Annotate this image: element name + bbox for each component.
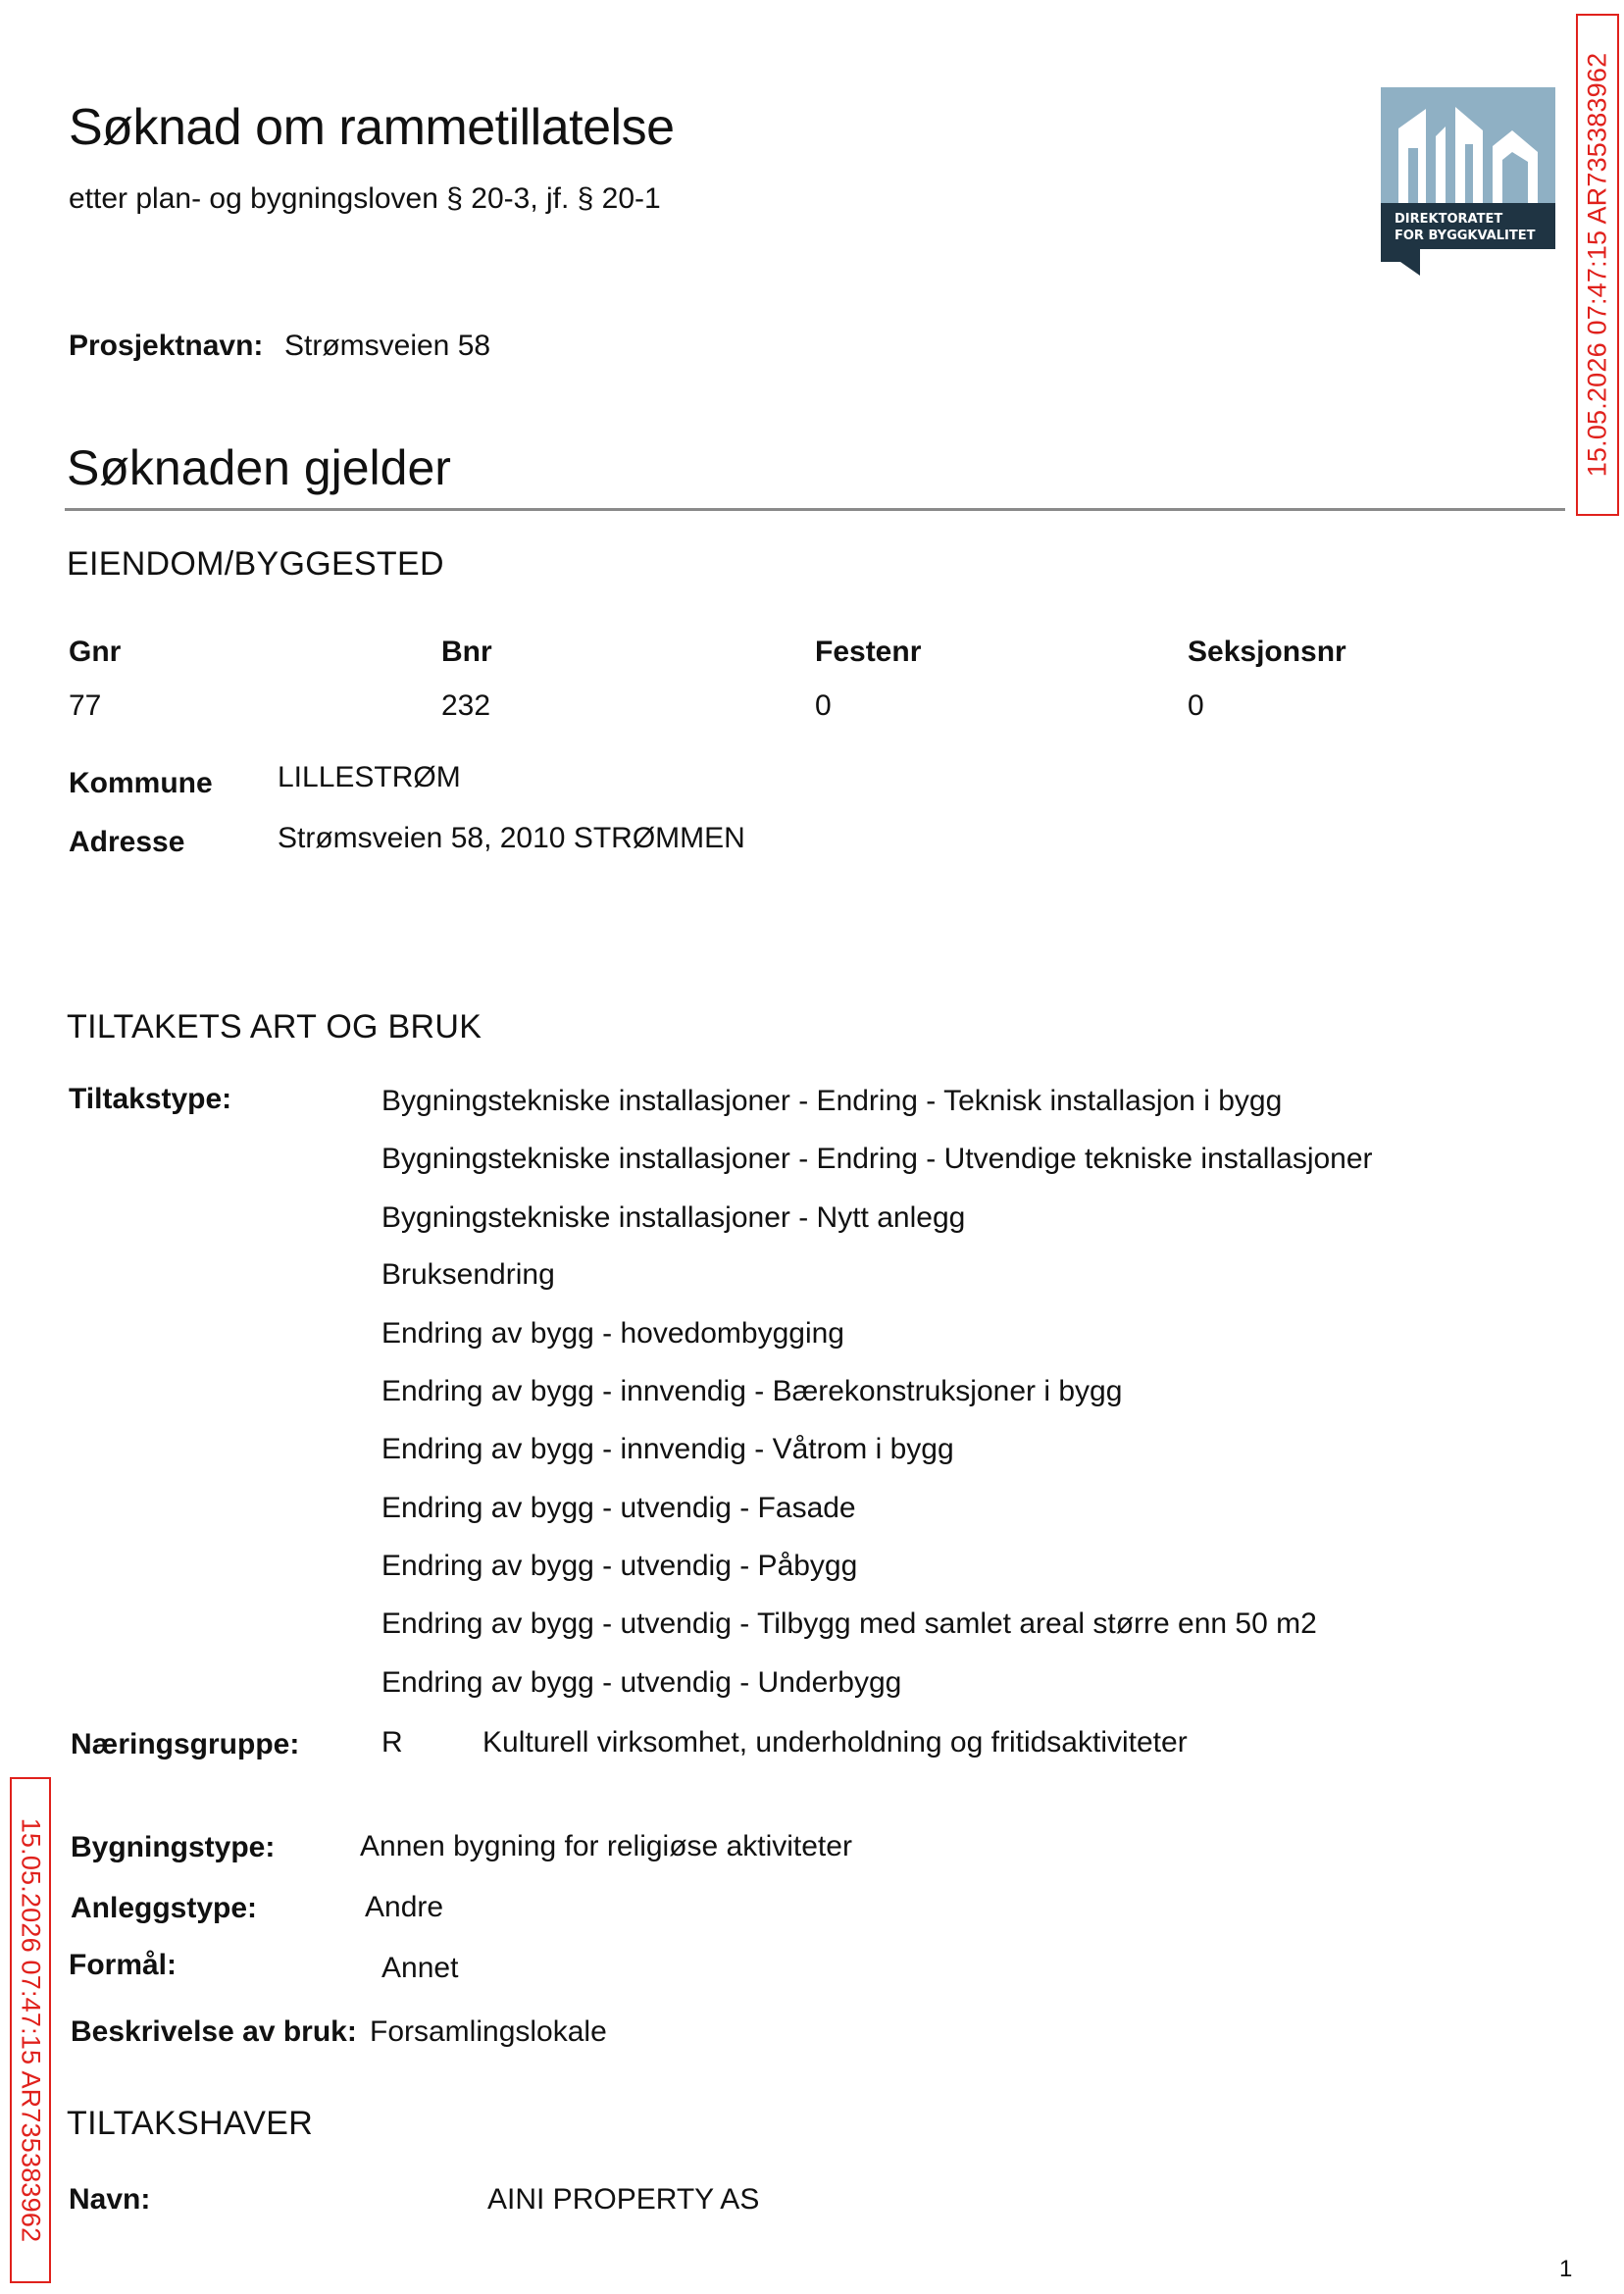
kommune-label: Kommune [69, 767, 213, 799]
navn-value: AINI PROPERTY AS [487, 2183, 760, 2216]
navn-label: Navn: [69, 2183, 151, 2216]
naeringsgruppe-label: Næringsgruppe: [71, 1728, 300, 1760]
tiltakstype-item: Endring av bygg - utvendig - Fasade [381, 1492, 856, 1524]
section-title: Søknaden gjelder [67, 440, 451, 495]
adresse-value: Strømsveien 58, 2010 STRØMMEN [278, 822, 745, 854]
bygningstype-label: Bygningstype: [71, 1831, 276, 1863]
tiltakstype-item: Bygningstekniske installasjoner - Nytt anlegg [381, 1201, 966, 1234]
tiltakstype-item: Endring av bygg - hovedombygging [381, 1317, 844, 1350]
gnr-label: Gnr [69, 636, 122, 668]
tiltakstype-item: Endring av bygg - utvendig - Påbygg [381, 1550, 858, 1582]
project-name-value: Strømsveien 58 [284, 330, 491, 362]
kommune-value: LILLESTRØM [278, 761, 461, 793]
tiltakstype-item: Bygningstekniske installasjoner - Endring - Utvendige tekniske installasjoner [381, 1143, 1373, 1175]
tiltak-heading: TILTAKETS ART OG BRUK [67, 1008, 482, 1045]
logo-org-line1: DIREKTORATET [1395, 212, 1503, 227]
tiltakstype-item: Bygningstekniske installasjoner - Endring - Teknisk installasjon i bygg [381, 1085, 1283, 1117]
anleggstype-value: Andre [365, 1891, 444, 1923]
gnr-value: 77 [69, 689, 102, 722]
timestamp-stamp-bottom [10, 1777, 51, 2283]
eiendom-heading: EIENDOM/BYGGESTED [67, 545, 444, 583]
bnr-value: 232 [441, 689, 491, 722]
naeringsgruppe-code: R [381, 1726, 403, 1759]
project-name-label: Prosjektnavn: [69, 330, 264, 362]
page-subtitle: etter plan- og bygningsloven § 20-3, jf. § 20-1 [69, 182, 661, 215]
tiltakstype-label: Tiltakstype: [69, 1083, 232, 1115]
tiltakstype-item: Endring av bygg - utvendig - Underbygg [381, 1666, 902, 1699]
beskrivelse-label: Beskrivelse av bruk: [71, 2015, 357, 2048]
page-title: Søknad om rammetillatelse [69, 99, 675, 156]
formal-value: Annet [381, 1952, 459, 1984]
formal-label: Formål: [69, 1949, 178, 1981]
festenr-value: 0 [815, 689, 832, 722]
section-divider [65, 508, 1565, 511]
tiltakshaver-heading: TILTAKSHAVER [67, 2105, 314, 2142]
logo-org-line2: FOR BYGGKVALITET [1395, 229, 1536, 243]
bnr-label: Bnr [441, 636, 492, 668]
naeringsgruppe-text: Kulturell virksomhet, underholdning og fritidsaktiviteter [482, 1726, 1188, 1759]
timestamp-stamp-top [1576, 14, 1619, 516]
bygningstype-value: Annen bygning for religiøse aktiviteter [360, 1830, 852, 1862]
tiltakstype-item: Bruksendring [381, 1258, 555, 1291]
dibk-logo-icon [1381, 87, 1555, 276]
festenr-label: Festenr [815, 636, 922, 668]
tiltakstype-item: Endring av bygg - innvendig - Våtrom i bygg [381, 1433, 954, 1465]
timestamp-stamp-bottom-text: 15.05.2026 07:47:15 AR735383962 [16, 1817, 46, 2243]
tiltakstype-item: Endring av bygg - utvendig - Tilbygg med samlet areal større enn 50 m2 [381, 1607, 1317, 1640]
seksjonsnr-value: 0 [1188, 689, 1204, 722]
beskrivelse-value: Forsamlingslokale [370, 2015, 607, 2048]
tiltakstype-item: Endring av bygg - innvendig - Bærekonstruksjoner i bygg [381, 1375, 1123, 1407]
anleggstype-label: Anleggstype: [71, 1892, 258, 1924]
adresse-label: Adresse [69, 826, 185, 858]
timestamp-stamp-top-text: 15.05.2026 07:47:15 AR735383962 [1582, 52, 1612, 478]
page-number: 1 [1559, 2256, 1573, 2282]
seksjonsnr-label: Seksjonsnr [1188, 636, 1346, 668]
dibk-logo [1381, 87, 1555, 276]
